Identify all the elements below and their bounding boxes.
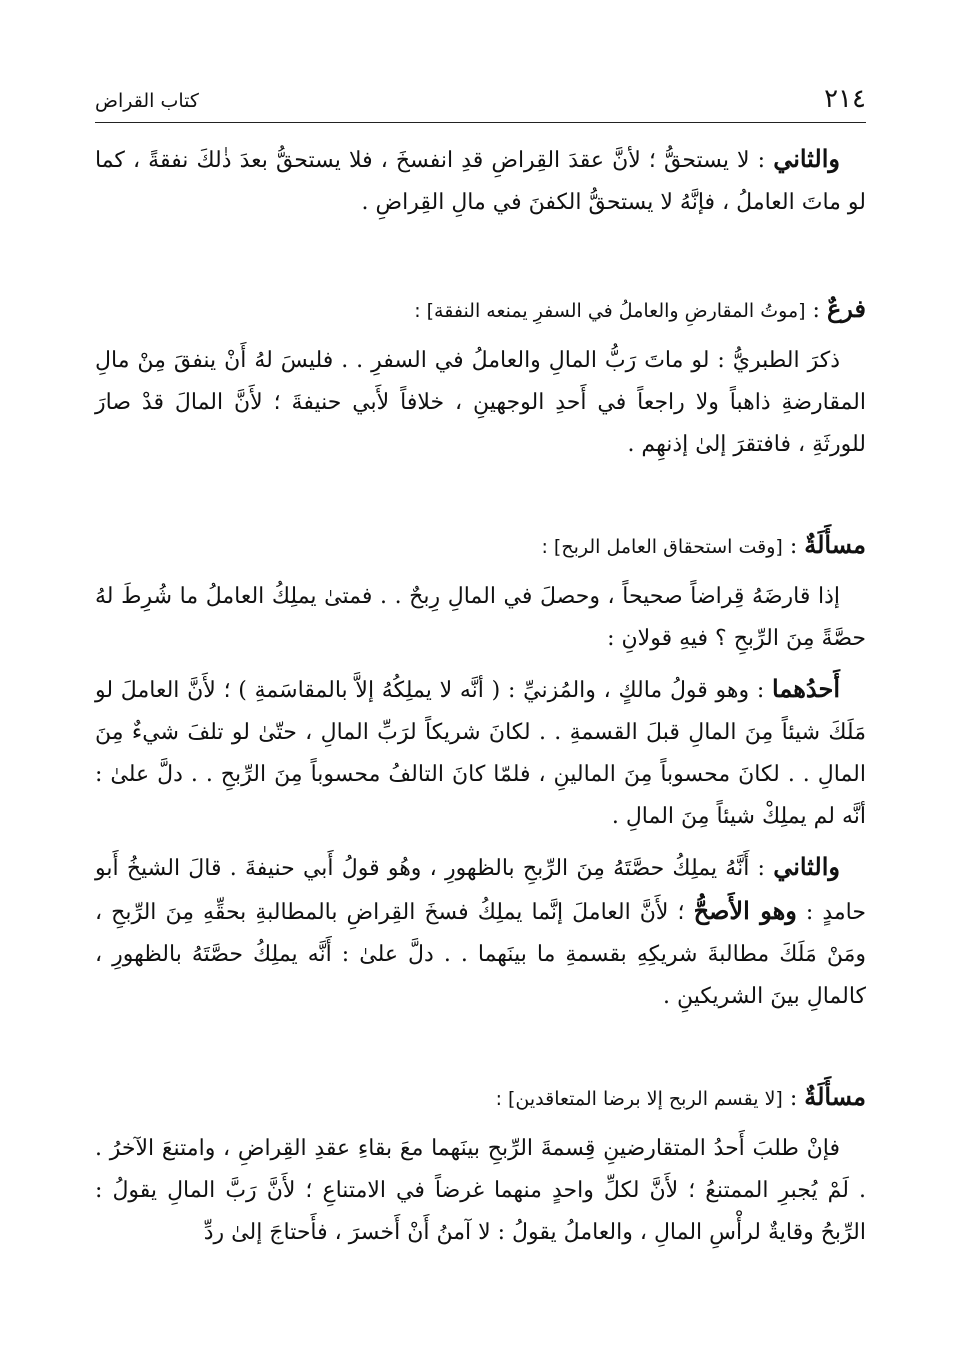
heading-title: [موتُ المقارضِ والعاملُ في السفرِ يمنعه النفقة] : (414, 300, 806, 322)
paragraph-gap (95, 568, 866, 576)
paragraph-text: : وهو قولُ مالكٍ ، والمُزنيِّ : ( أنَّه لا يملِكُهُ إلاَّ بالمقاسَمةِ ) ؛ لأَنَّ العاملَ لو مَلَكَ شيئاً مِنَ المالِ قبلَ القسمةِ . . لكانَ شريكاً لرَبِّ المالِ ، حتّىٰ لو تلفَ شيءٌ مِنَ المالِ . . لكانَ محسوباً مِنَ المالينِ ، فلمّا كانَ التالفُ محسوباً مِنَ الرِّبحِ . . دلَّ علىٰ : أنَّه لم يملِكْ شيئاً مِنَ المالِ . (95, 678, 866, 829)
running-title: كتاب القراض (95, 90, 199, 112)
section-gap (95, 1018, 866, 1076)
paragraph-gap (95, 332, 866, 340)
page-number: ٢١٤ (824, 84, 866, 114)
section-heading-masala-1 (95, 524, 866, 568)
paragraph-qirad-profit (95, 576, 866, 660)
paragraph-text: إذا قارضَهُ قِراضاً صحيحاً ، وحصلَ في المالِ رِبحٌ . . فمتىٰ يملِكُ العاملُ ما شُرِطَ لهُ حصَّةً مِنَ الرِّبحِ ؟ فيهِ قولانِ : (95, 584, 866, 651)
paragraph-text: فإنْ طلبَ أَحدُ المتقارضينِ قِسمةَ الرِّبحِ بينَهما معَ بقاءِ عقدِ القِراضِ ، وامتنعَ الآخرُ . . لَمْ يُجبرِ الممتنعُ ؛ لأَنَّ لكلِّ واحدٍ منهما غرضاً في الامتناعِ ؛ لأَنَّ رَبَّ المالِ يقولُ : الرِّبحُ وقايةٌ لرأْسِ المالِ ، والعاملُ يقولُ : لا آمنُ أَنْ أَخسرَ ، فأَحتاجَ إلىٰ ردِّ (95, 1136, 866, 1245)
paragraph-second-opinion-profit (95, 846, 866, 1018)
section-heading-far (95, 288, 866, 332)
heading-separator: : (782, 534, 805, 559)
paragraph-lead: أَحدُهما (772, 674, 840, 703)
heading-title: [لا يقسم الربح إلا برضا المتعاقدين] : (495, 1088, 783, 1110)
heading-separator: : (782, 1086, 805, 1111)
paragraph-tabari (95, 340, 866, 466)
paragraph-emphasis: وهو الأَصحُّ (693, 896, 797, 925)
heading-title: [وقت استحقاق العامل الربح] : (541, 536, 783, 558)
paragraph-text: ذكرَ الطبريُّ : لو ماتَ رَبُّ المالِ والعاملُ في السفرِ . . فليسَ لهُ أَنْ ينفقَ مِنْ مالِ المقارضةِ ذاهباً ولا راجعاً في أَحدِ الوجهينِ ، خلافاً لأَبي حنيفةَ ؛ لأَنَّ المالَ قدْ صارَ للورثَةِ ، فافتقرَ إلىٰ إذنهِم . (95, 348, 866, 457)
paragraph-profit-division (95, 1128, 866, 1254)
paragraph-text: : أَنَّهُ يملِكُ حصَّتَهُ مِنَ الرِّبحِ بالظهورِ ، وهُو قولُ أَبي حنيفةَ . قالَ الشيخُ أَبو حامدٍ : (95, 856, 866, 925)
heading-label: مسأَلَةٌ (804, 1082, 866, 1111)
heading-separator: : (805, 298, 827, 323)
section-gap (95, 224, 866, 288)
paragraph-gap (95, 1120, 866, 1128)
paragraph-gap (95, 838, 866, 846)
paragraph-text: : لا يستحقُّ ؛ لأنَّ عقدَ القِراضِ قدِ انفسخَ ، فلا يستحقُّ بعدَ ذٰلكَ نفقةً ، كما لو ماتَ العاملُ ، فإنَّهُ لا يستحقُّ الكفنَ في مالِ القِراضِ . (95, 148, 866, 215)
section-gap (95, 466, 866, 524)
paragraph-lead: والثاني (773, 852, 840, 881)
paragraph-text: ؛ لأَنَّ العاملَ إنَّما يملِكُ فسخَ القِراضِ بالمطالبةِ بحقِّهِ مِنَ الرِّبحِ ، ومَنْ مَلَكَ مطالبةَ شريكِهِ بقسمةِ ما بينَهما . . دلَّ علىٰ : أَنَّه يملِكُ حصَّتَهُ بالظهورِ ، كالمالِ بينَ الشريكينِ . (95, 900, 866, 1009)
paragraph-gap (95, 660, 866, 668)
page-header (95, 80, 866, 123)
paragraph-second-opinion (95, 138, 866, 224)
heading-label: فرعٌ (826, 294, 866, 323)
paragraph-first-opinion (95, 668, 866, 838)
section-heading-masala-2 (95, 1076, 866, 1120)
page-body (95, 138, 866, 1254)
paragraph-lead: والثاني (773, 144, 840, 173)
heading-label: مسأَلَةٌ (804, 530, 866, 559)
